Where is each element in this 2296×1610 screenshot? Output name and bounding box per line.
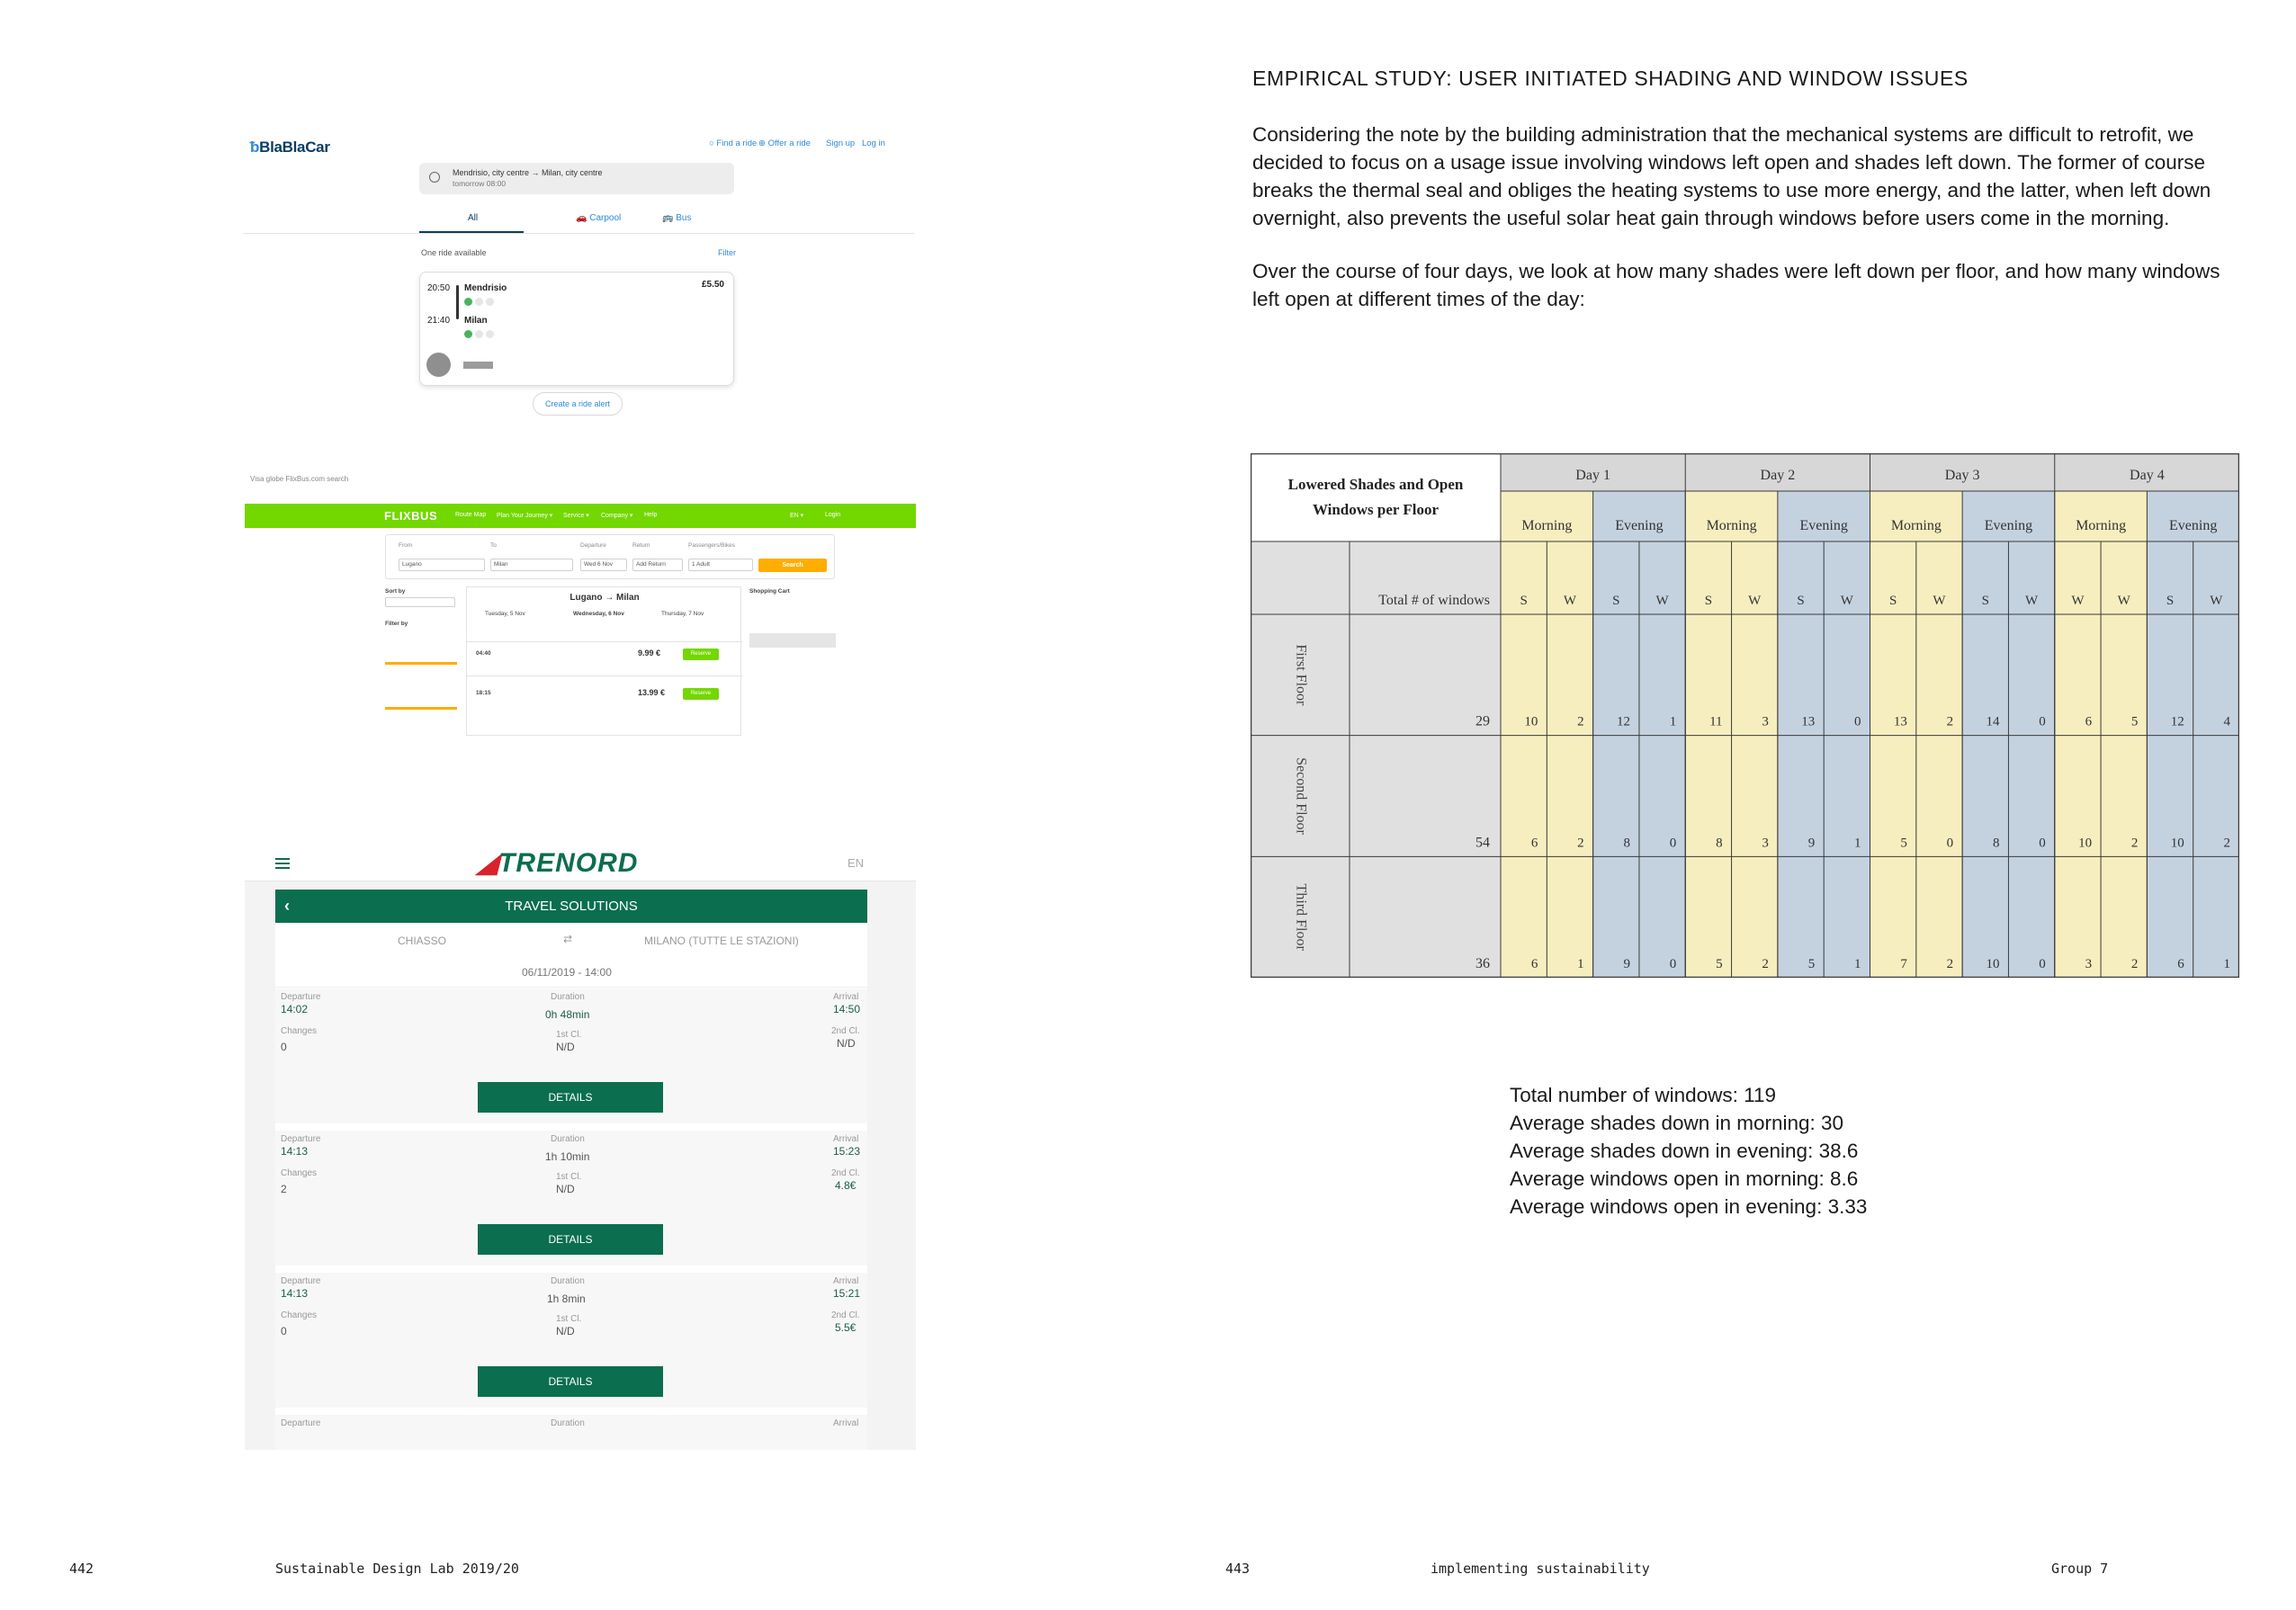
table-cell-value: 7 <box>1900 957 1907 971</box>
table-cell-value: 10 <box>2078 836 2093 851</box>
table-cell-value: 0 <box>1669 957 1677 971</box>
group-label: Group 7 <box>2051 1561 2109 1577</box>
sub-header: S <box>1612 594 1620 608</box>
language-link[interactable]: EN <box>847 856 864 870</box>
table-cell-value: 2 <box>2130 957 2139 971</box>
day-header: Day 4 <box>2130 468 2165 483</box>
divider <box>275 987 867 988</box>
details-button[interactable]: DETAILS <box>478 1224 663 1255</box>
arrival-time: 15:23 <box>833 1145 861 1158</box>
period-header: Morning <box>2076 518 2127 533</box>
filter-link[interactable]: Filter <box>718 248 736 257</box>
arrival-slider[interactable] <box>385 707 457 710</box>
create-ride-alert-button[interactable]: Create a ride alert <box>533 392 623 416</box>
sub-header: W <box>2210 594 2223 608</box>
log-in-link[interactable]: Log in <box>862 139 885 148</box>
second-class-label: 2nd Cl. <box>831 1168 860 1178</box>
table-cell-value: 10 <box>2170 836 2184 851</box>
results-panel <box>466 586 741 736</box>
table-cell-value: 1 <box>1669 714 1677 729</box>
nav-help[interactable]: Help <box>644 512 658 518</box>
amenity-icon <box>475 330 483 338</box>
ride-card[interactable] <box>419 272 734 386</box>
ride-search-bar[interactable] <box>419 163 734 194</box>
trenord-screenshot <box>245 845 916 1450</box>
search-route: Mendrisio, city centre → Milan, city centre <box>453 168 603 177</box>
arrival-label: Arrival <box>833 992 859 1002</box>
table-title-line-1: Lowered Shades and Open <box>1287 476 1464 493</box>
changes-label: Changes <box>281 1168 318 1178</box>
trip-2-time: 18:15 <box>476 690 491 696</box>
tab-bus[interactable]: 🚌 Bus <box>662 213 692 223</box>
language-select[interactable]: EN ▾ <box>790 513 804 519</box>
sub-header: W <box>1748 594 1762 608</box>
table-cell-value: 1 <box>1854 957 1861 971</box>
table-cell-value: 3 <box>1762 714 1769 729</box>
from-label: From <box>399 542 413 549</box>
to-input[interactable]: Milan <box>490 559 573 571</box>
table-cell-value: 2 <box>2223 836 2230 851</box>
details-button[interactable]: DETAILS <box>478 1082 663 1113</box>
intro-paragraph: Considering the note by the building administration that the mechanical systems are difficult to retrofit, we decided to focus on a usage issue involving windows left open and shades left down. The former of course breaks the thermal seal and obliges the heating systems to use more energy, and the latter, when left down overnight, also prevents the useful solar heat gain through windows before users come in the morning. <box>1252 123 2211 229</box>
first-class-value: N/D <box>556 1041 575 1053</box>
floor-label: First Floor <box>1293 644 1309 706</box>
back-chevron-icon[interactable]: ‹ <box>284 897 290 915</box>
passengers-input[interactable]: 1 Adult <box>688 559 753 571</box>
table-title-line-2: Windows per Floor <box>1312 501 1439 518</box>
table-cell-value: 2 <box>1577 836 1584 851</box>
trip-1-book-button[interactable]: Reserve <box>683 648 719 660</box>
table-cell-value: 5 <box>1900 836 1907 851</box>
sort-select[interactable] <box>385 597 455 607</box>
summary-stats <box>1510 1081 1867 1221</box>
arrival-time: 15:21 <box>833 1287 861 1300</box>
flixbus-search-results <box>385 531 835 738</box>
second-class-value: 5.5€ <box>835 1321 857 1334</box>
table-cell-value: 2 <box>1762 957 1769 971</box>
departure-input[interactable]: Wed 6 Nov <box>580 559 627 571</box>
trip-2-price: 13.99 € <box>638 688 666 697</box>
table-cell-value: 13 <box>1893 714 1907 729</box>
table-cell-value: 6 <box>1530 957 1538 971</box>
second-class-label: 2nd Cl. <box>831 1026 860 1036</box>
changes-value: 0 <box>281 1325 287 1337</box>
flixbus-logo[interactable]: FLIXBUS <box>384 509 438 523</box>
amenity-icon <box>486 298 494 306</box>
solution-card <box>275 1131 867 1266</box>
table-cell-value: 4 <box>2223 714 2230 729</box>
from-input[interactable]: Lugano <box>399 559 485 571</box>
table-cell-value: 1 <box>1577 957 1584 971</box>
route-line <box>456 285 459 319</box>
arrival-time: 14:50 <box>833 1003 861 1015</box>
sub-header: W <box>2025 594 2039 608</box>
amenity-icon <box>464 298 472 306</box>
table-cell-value: 14 <box>1986 714 2000 729</box>
table-cell-value: 2 <box>1946 957 1954 971</box>
departure-label: Departure <box>281 1134 321 1144</box>
to-label: To <box>490 542 497 549</box>
table-cell-value: 8 <box>1716 836 1723 851</box>
divider <box>467 675 742 676</box>
table-cell-value: 2 <box>2130 836 2139 851</box>
table-cell-value: 8 <box>1992 836 2000 851</box>
amenity-icon <box>464 330 472 338</box>
table-cell-value: 6 <box>2177 957 2184 971</box>
sign-up-link[interactable]: Sign up <box>826 139 856 148</box>
ride-price: £5.50 <box>701 280 724 290</box>
shading-windows-table <box>1251 453 2239 978</box>
table-cell-value: 0 <box>1854 714 1861 729</box>
total-label: Total # of windows <box>1378 593 1490 608</box>
driver-avatar <box>426 353 451 377</box>
search-icon <box>429 172 440 183</box>
table-cell-value: 0 <box>1946 836 1954 851</box>
day-header: Day 3 <box>1944 468 1980 483</box>
duration-label: Duration <box>551 1134 585 1144</box>
sub-header: S <box>1888 594 1897 608</box>
table-cell-value: 10 <box>1524 714 1538 729</box>
table-cell-value: 13 <box>1801 714 1816 729</box>
search-when: tomorrow 08:00 <box>453 179 507 188</box>
table-cell-value: 12 <box>2170 714 2184 729</box>
period-header: Evening <box>1615 518 1664 533</box>
duration-value: 0h 48min <box>545 1008 590 1021</box>
departure-time: 14:13 <box>281 1145 309 1158</box>
trip-1-time: 04:40 <box>476 650 491 657</box>
first-class-label: 1st Cl. <box>556 1172 582 1182</box>
return-input[interactable]: Add Return <box>632 559 683 571</box>
arrival-time: 21:40 <box>427 316 451 326</box>
table-cell-value: 8 <box>1623 836 1630 851</box>
table-cell-value: 0 <box>1669 836 1677 851</box>
second-class-label: 2nd Cl. <box>831 1310 860 1320</box>
divider <box>467 641 742 642</box>
total-windows-value: 29 <box>1475 713 1490 729</box>
right-footer-title: implementing sustainability <box>1431 1561 1650 1577</box>
table-cell-value: 1 <box>1854 836 1861 851</box>
departure-label: Departure <box>281 992 321 1002</box>
period-header: Morning <box>1521 518 1573 533</box>
nav-service[interactable]: Service ▾ <box>563 513 589 519</box>
destination-station: MILANO (TUTTE LE STAZIONI) <box>644 935 799 947</box>
nav-route-map[interactable]: Route Map <box>455 512 487 518</box>
date-next[interactable]: Thursday, 7 Nov <box>661 611 704 617</box>
flixbus-search-form <box>385 534 835 579</box>
date-prev[interactable]: Tuesday, 5 Nov <box>485 611 525 617</box>
blablacar-screenshot <box>243 122 914 428</box>
swap-icon[interactable]: ⇄ <box>563 933 573 945</box>
right-page-number: 443 <box>1225 1561 1251 1577</box>
left-footer-title: Sustainable Design Lab 2019/20 <box>275 1561 519 1577</box>
solution-card-partial <box>275 1415 867 1450</box>
arrival-city: Milan <box>464 316 488 326</box>
trip-1-price: 9.99 € <box>638 648 661 657</box>
table-cell-value: 5 <box>1807 957 1816 971</box>
period-header: Evening <box>1984 518 2033 533</box>
first-class-value: N/D <box>556 1325 575 1337</box>
sub-header: S <box>1981 594 1989 608</box>
second-class-value: N/D <box>837 1037 856 1050</box>
nav-plan-journey[interactable]: Plan Your Journey ▾ <box>497 513 553 519</box>
table-cell-value: 2 <box>1577 714 1584 729</box>
changes-label: Changes <box>281 1310 318 1320</box>
stat-shades-morning: Average shades down in morning: 30 <box>1510 1112 1844 1134</box>
hamburger-menu-icon[interactable] <box>275 858 290 860</box>
trenord-logo[interactable]: ◢TRENORD <box>477 848 639 878</box>
flixbus-source-note: Visa globe FlixBus.com search <box>250 475 349 483</box>
rides-available-text: One ride available <box>421 248 487 257</box>
offer-ride-link[interactable]: ⊕ Offer a ride <box>758 139 811 148</box>
day-header: Day 1 <box>1575 468 1610 483</box>
return-label: Return <box>632 542 650 549</box>
table-cell-value: 6 <box>1530 836 1538 851</box>
sub-header: W <box>1933 594 1946 608</box>
departure-city: Mendrisio <box>464 283 507 293</box>
method-paragraph: Over the course of four days, we look at how many shades were left down per floor, and how many windows left open at different times of the day: <box>1252 260 2220 310</box>
period-header: Evening <box>1799 518 1848 533</box>
changes-label: Changes <box>281 1026 318 1036</box>
sub-header: W <box>1840 594 1853 608</box>
table-cell-value: 12 <box>1616 714 1630 729</box>
table-cell-value: 11 <box>1709 714 1723 729</box>
search-button[interactable]: Search <box>758 559 827 572</box>
sub-header: S <box>1704 594 1713 608</box>
total-windows-value: 36 <box>1475 956 1490 971</box>
sub-header: W <box>2117 594 2130 608</box>
table-cell-value: 3 <box>2085 957 2093 971</box>
tab-all[interactable]: All <box>468 213 479 223</box>
duration-value: 1h 8min <box>547 1292 586 1305</box>
day-header: Day 2 <box>1760 468 1796 483</box>
arrival-label: Arrival <box>833 1418 859 1428</box>
table-cell-value: 5 <box>1716 957 1723 971</box>
shopping-cart-title: Shopping Cart <box>749 588 790 595</box>
sub-header: S <box>1520 594 1528 608</box>
table-cell-value: 9 <box>1623 957 1630 971</box>
departure-slider[interactable] <box>385 662 457 665</box>
search-datetime: 06/11/2019 - 14:00 <box>522 966 612 979</box>
travel-solutions-panel <box>275 890 867 1450</box>
floor-label: Second Floor <box>1293 757 1309 835</box>
amenity-icon <box>475 298 483 306</box>
table-title-cell <box>1251 453 1501 541</box>
cart-button-disabled[interactable] <box>749 633 836 648</box>
changes-value: 2 <box>281 1183 287 1195</box>
first-class-value: N/D <box>556 1183 575 1195</box>
find-ride-link[interactable]: ○ Find a ride <box>709 139 758 148</box>
sub-header: S <box>2166 594 2175 608</box>
arrival-label: Arrival <box>833 1276 859 1286</box>
details-button[interactable]: DETAILS <box>478 1366 663 1397</box>
trenord-topbar <box>245 845 916 881</box>
tab-carpool[interactable]: 🚗 Carpool <box>576 213 622 223</box>
route-title: Lugano → Milan <box>570 593 640 603</box>
table-cell-value: 0 <box>2039 836 2046 851</box>
departure-label: Departure <box>281 1418 321 1428</box>
blablacar-logo[interactable]: ᵬBlaBlaCar <box>250 139 330 156</box>
total-windows-value: 54 <box>1475 835 1490 851</box>
first-class-label: 1st Cl. <box>556 1314 582 1324</box>
login-link[interactable]: Login <box>825 512 841 518</box>
table-cell-value: 0 <box>2039 957 2046 971</box>
filter-by-label: Filter by <box>385 621 408 627</box>
origin-station: CHIASSO <box>398 935 447 947</box>
period-header: Evening <box>2169 518 2218 533</box>
stat-total-windows: Total number of windows: 119 <box>1510 1084 1776 1106</box>
stat-windows-morning: Average windows open in morning: 8.6 <box>1510 1167 1859 1190</box>
table-cell-value: 5 <box>2130 714 2139 729</box>
stat-shades-evening: Average shades down in evening: 38.6 <box>1510 1140 1859 1162</box>
section-heading: EMPIRICAL STUDY: USER INITIATED SHADING AND WINDOW ISSUES <box>1252 67 1969 90</box>
total-column <box>1350 614 1501 978</box>
sub-header: S <box>1797 594 1805 608</box>
arrival-label: Arrival <box>833 1134 859 1144</box>
panel-title: TRAVEL SOLUTIONS <box>275 890 867 923</box>
table-cell-value: 1 <box>2223 957 2230 971</box>
amenity-icon <box>486 330 494 338</box>
table-cell-value: 3 <box>1762 836 1769 851</box>
date-current[interactable]: Wednesday, 6 Nov <box>573 611 624 617</box>
solution-card <box>275 988 867 1123</box>
duration-value: 1h 10min <box>545 1150 590 1163</box>
first-class-label: 1st Cl. <box>556 1030 582 1040</box>
nav-company[interactable]: Company ▾ <box>601 513 633 519</box>
stat-windows-evening: Average windows open in evening: 3.33 <box>1510 1195 1868 1218</box>
duration-label: Duration <box>551 1276 585 1286</box>
departure-label: Departure <box>580 542 606 549</box>
table-cell-value: 6 <box>2085 714 2093 729</box>
table-cell-value: 2 <box>1946 714 1954 729</box>
table-cell-value: 10 <box>1986 957 2000 971</box>
left-page-number: 442 <box>69 1561 94 1577</box>
divider <box>243 233 914 234</box>
passengers-label: Passengers/Bikes <box>688 542 736 549</box>
departure-label: Departure <box>281 1276 321 1286</box>
departure-time: 14:02 <box>281 1003 309 1015</box>
sub-header: W <box>2071 594 2085 608</box>
departure-time: 20:50 <box>427 283 451 293</box>
duration-label: Duration <box>551 992 585 1002</box>
period-header: Morning <box>1706 518 1757 533</box>
duration-label: Duration <box>551 1418 585 1428</box>
table-cell-value: 9 <box>1807 836 1816 851</box>
changes-value: 0 <box>281 1041 287 1053</box>
flixbus-header <box>245 504 916 528</box>
sub-header: W <box>1655 594 1669 608</box>
floor-label: Third Floor <box>1293 883 1309 951</box>
sub-header: W <box>1563 594 1577 608</box>
period-header: Morning <box>1890 518 1942 533</box>
table-cell-value: 0 <box>2039 714 2046 729</box>
second-class-value: 4.8€ <box>835 1179 857 1192</box>
solution-card <box>275 1273 867 1408</box>
sort-by-label: Sort by <box>385 588 406 595</box>
trip-2-book-button[interactable]: Reserve <box>683 688 719 700</box>
departure-time: 14:13 <box>281 1287 309 1300</box>
driver-name-placeholder <box>463 362 493 369</box>
